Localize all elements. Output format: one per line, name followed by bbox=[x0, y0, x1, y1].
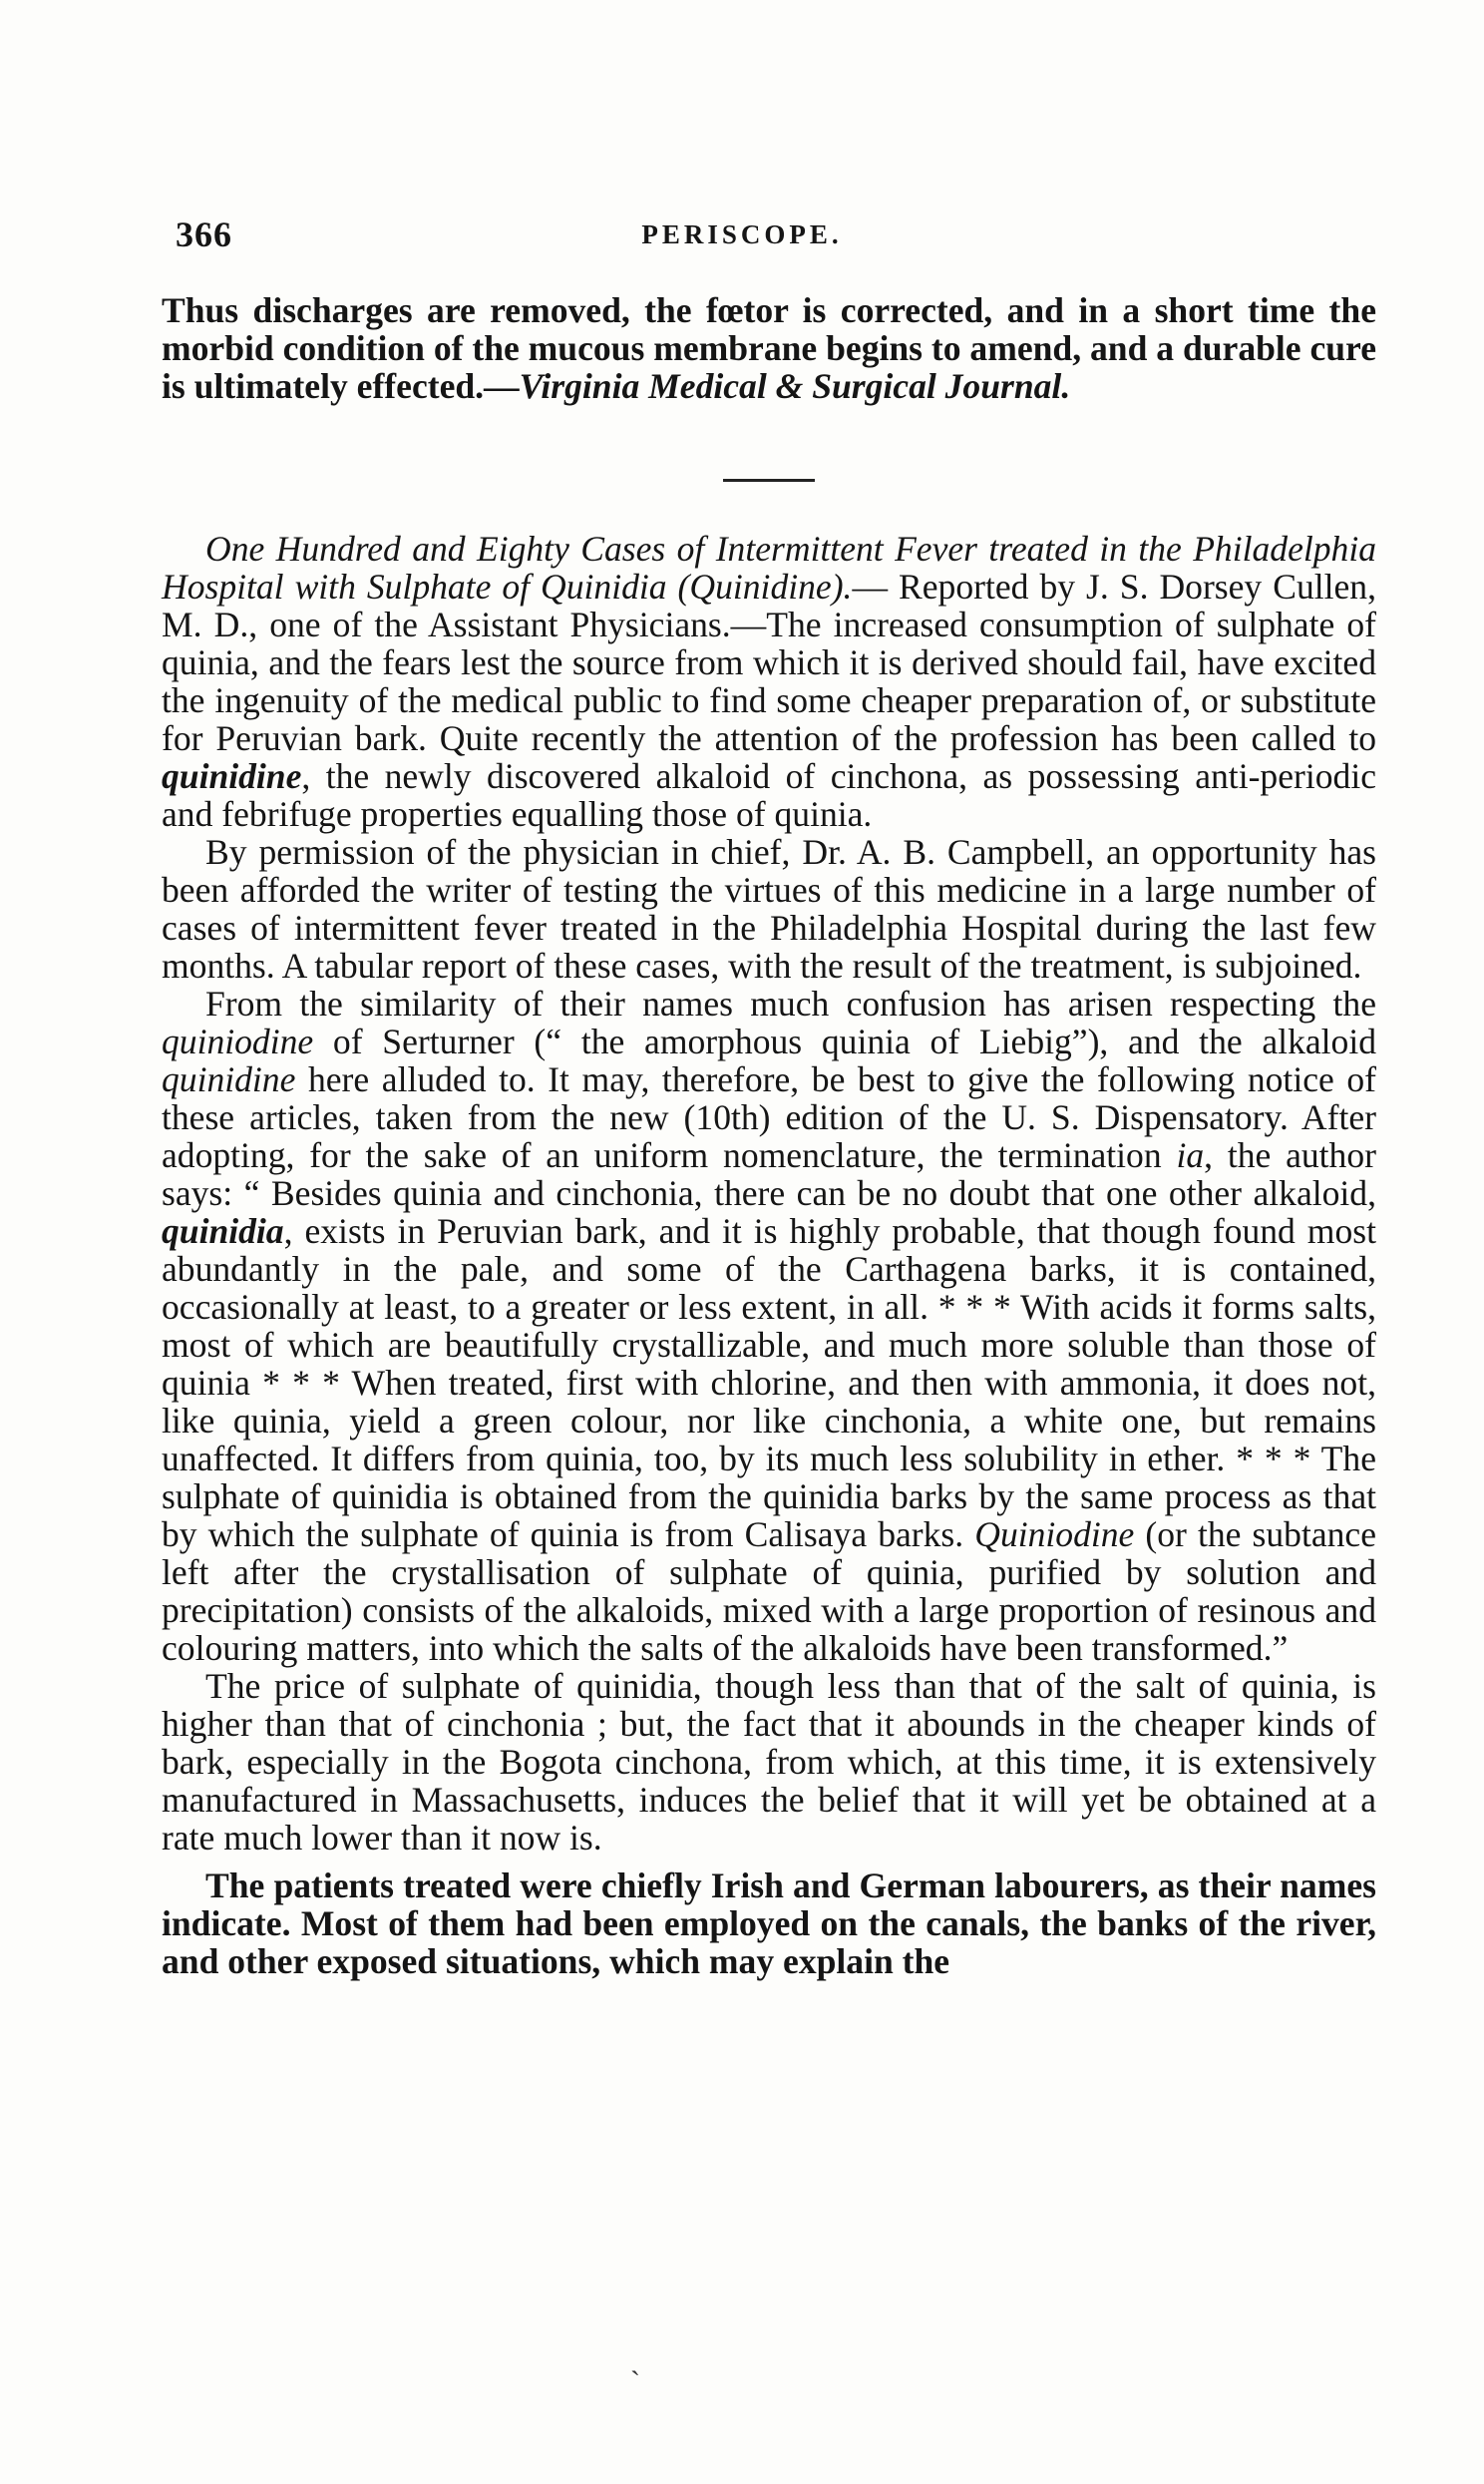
article-title: One Hundred and Eighty Cases of Intermittent Fever treated in the Philadelphia Hospital with Sulphate of Quinidia (Quinidine). bbox=[162, 529, 1376, 607]
paragraph-similarity bbox=[162, 985, 1376, 1667]
similarity-text-3: here alluded to. It may, therefore, be best to give the following notice of these articles, taken from the new (10th) edition of the U. S. Dispensatory. After adopting, for the sake of an uniform nomenclature, the termination bbox=[162, 1059, 1376, 1175]
continuation-paragraph bbox=[162, 291, 1376, 405]
term-quiniodine: quiniodine bbox=[162, 1022, 314, 1061]
text-column bbox=[162, 291, 1376, 1980]
similarity-text-6: (or the subtance left after the crystallisation of sulphate of quinia, purified by solution and precipitation) consists of the alkaloids, mixed with a large proportion of resinous and colouring matters, into which the salts of the alkaloids have been transformed.” bbox=[162, 1514, 1376, 1668]
article-byline: — Reported by J. S. Dorsey Cullen, M. D., one of the Assistant Physicians. bbox=[162, 567, 1376, 644]
term-quinidia: quinidia bbox=[162, 1211, 284, 1251]
term-quinidine-2: quinidine bbox=[162, 1059, 296, 1099]
running-head: PERISCOPE. bbox=[641, 219, 843, 249]
term-ia: ia bbox=[1176, 1135, 1205, 1175]
section-divider bbox=[723, 479, 815, 482]
article-lead-paragraph bbox=[162, 530, 1376, 833]
page-mark: ˴ bbox=[630, 2352, 640, 2385]
lead-text-2: , the newly discovered alkaloid of cinchona, as possessing anti-periodic and febrifuge properties equalling those of quinia. bbox=[162, 756, 1376, 834]
paragraph-patients: The patients treated were chiefly Irish and German labourers, as their names indicate. Most of them had been employed on the canals, the banks of the river, and other exposed situations, which may explain the bbox=[162, 1865, 1376, 1981]
similarity-text-5: , exists in Peruvian bark, and it is highly probable, that though found most abundantly in the pale, and some of the Carthagena barks, it is contained, occasionally at least, to a greater or less extent, in all. * * * With acids it forms salts, most of which are beautifully crystallizable, and much more soluble than those of quinia * * * When treated, first with chlorine, and then with ammonia, it does not, like quinia, yield a green colour, nor like cinchonia, a white one, but remains unaffected. It differs from quinia, too, by its much less solubility in ether. * * * The sulphate of quinidia is obtained from the quinidia barks by the same process as that by which the sulphate of quinia is from Calisaya barks. bbox=[162, 1211, 1376, 1554]
source-citation: Virginia Medical & Surgical Journal. bbox=[519, 366, 1071, 406]
similarity-text-2: of Serturner (“ the amorphous quinia of Liebig”), and the alkaloid bbox=[313, 1022, 1376, 1061]
similarity-text-1: From the similarity of their names much confusion has arisen respecting the bbox=[205, 984, 1376, 1024]
paragraph-permission: By permission of the physician in chief, Dr. A. B. Campbell, an opportunity has been afforded the writer of testing the virtues of this medicine in a large number of cases of intermittent fever treated in the Philadelphia Hospital during the last few months. A tabular report of these cases, with the result of the treatment, is subjoined. bbox=[162, 832, 1376, 986]
term-quiniodine-2: Quiniodine bbox=[974, 1514, 1135, 1554]
term-quinidine: quinidine bbox=[162, 756, 302, 796]
paragraph-price: The price of sulphate of quinidia, though less than that of the salt of quinia, is higher than that of cinchonia ; but, the fact that it abounds in the cheaper kinds of bark, especially in the Bogota cinchona, from which, at this time, it is extensively manufactured in Massachusetts, induces the belief that it will yet be obtained at a rate much lower than it now is. bbox=[162, 1666, 1376, 1858]
similarity-text-4: , the author says: “ Besides quinia and cinchonia, there can be no doubt that one other alkaloid, bbox=[162, 1135, 1376, 1213]
continuation-text: Thus discharges are removed, the fœtor is corrected, and in a short time the morbid condition of the mucous membrane begins to amend, and a durable cure is ultimately effected.— bbox=[162, 290, 1376, 406]
lead-text-1: —The increased consumption of sulphate of quinia, and the fears lest the source from which it is derived should fail, have excited the ingenuity of the medical public to find some cheaper preparation of, or substitute for Peruvian bark. Quite recently the attention of the profession has been called to bbox=[162, 605, 1376, 758]
page-number: 366 bbox=[176, 214, 232, 254]
